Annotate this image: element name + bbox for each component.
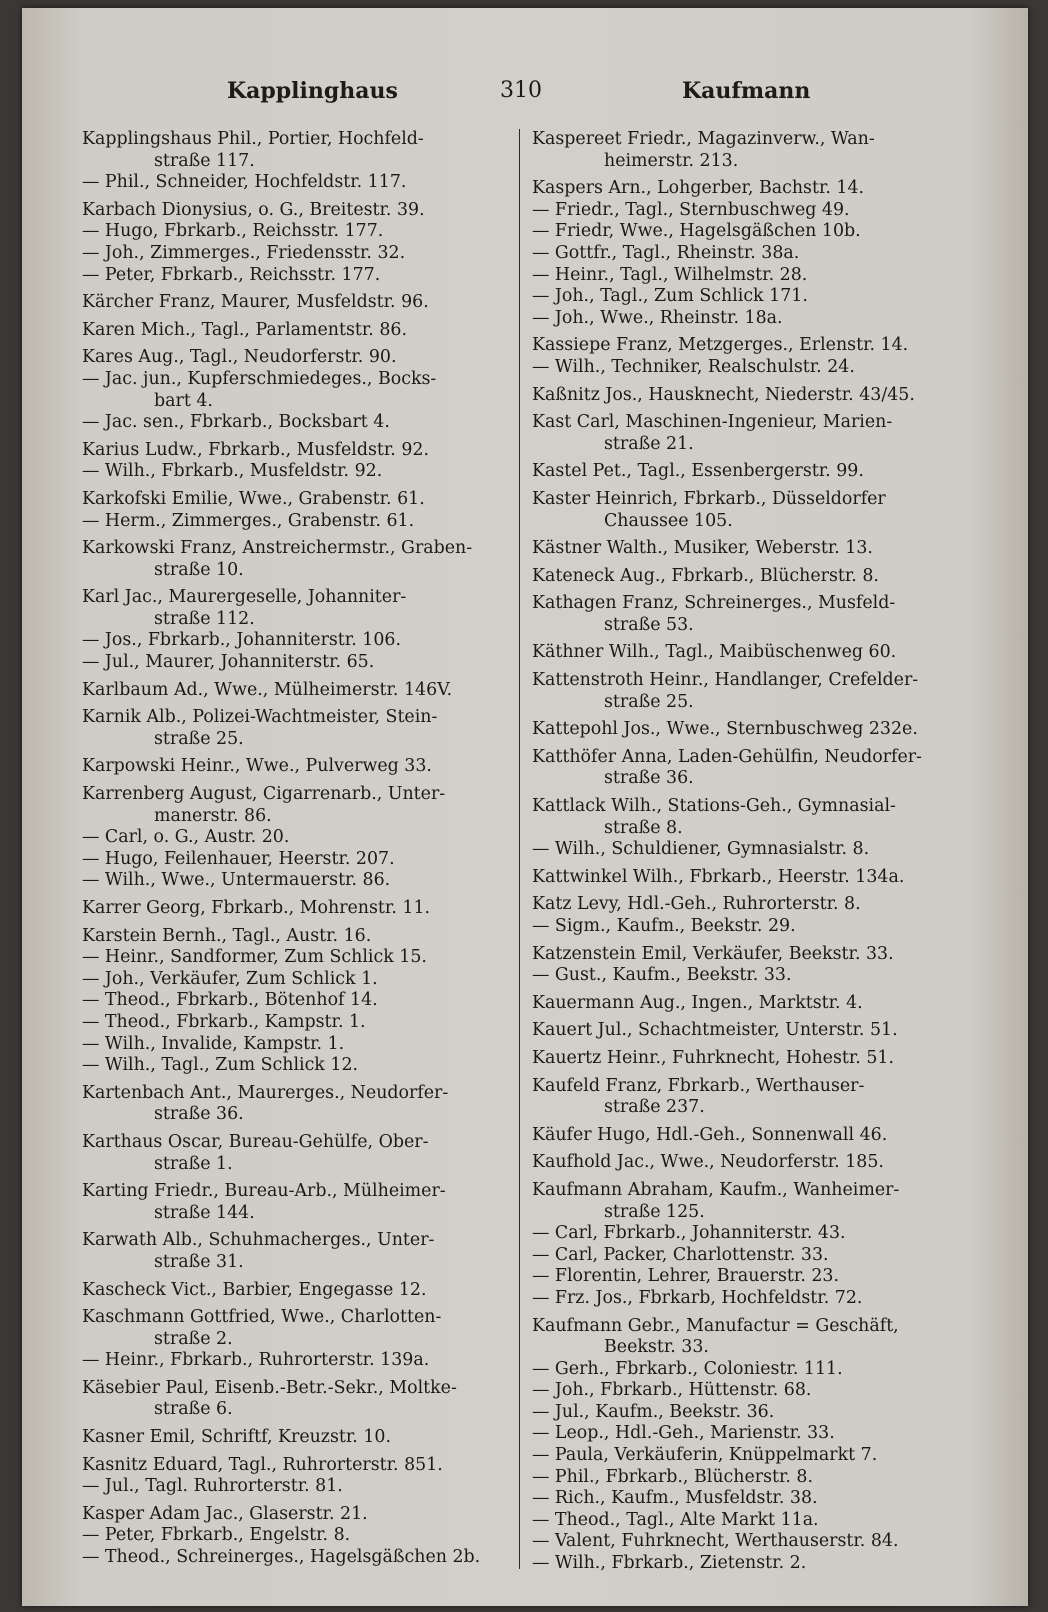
directory-entry: Kattepohl Jos., Wwe., Sternbuschweg 232e. — [532, 719, 918, 740]
directory-entry: — Carl, Packer, Charlottenstr. 33. — [532, 1244, 829, 1265]
directory-entry: — Wilh., Schuldiener, Gymnasialstr. 8. — [532, 839, 870, 860]
directory-entry: Karl Jac., Maurergeselle, Johanniter- straße 112. — [82, 587, 407, 629]
directory-entry: Karlbaum Ad., Wwe., Mülheimerstr. 146V. — [82, 679, 453, 700]
directory-entry: — Carl, o. G., Austr. 20. — [82, 827, 290, 848]
directory-entry: — Wilh., Fbrkarb., Musfeldstr. 92. — [82, 461, 383, 482]
directory-entry: — Frz. Jos., Fbrkarb, Hochfeldstr. 72. — [532, 1287, 863, 1308]
directory-entry: Käsebier Paul, Eisenb.-Betr.-Sekr., Moltke- straße 6. — [82, 1377, 457, 1420]
directory-entry: — Friedr., Tagl., Sternbuschweg 49. — [532, 199, 850, 220]
directory-entry: Karbach Dionysius, o. G., Breitestr. 39. — [82, 199, 425, 220]
directory-entry: — Wilh., Wwe., Untermauerstr. 86. — [82, 870, 391, 891]
header-right-keyword: Kaufmann — [682, 78, 811, 104]
directory-entry: — Sigm., Kaufm., Beekstr. 29. — [532, 916, 796, 936]
directory-entry: Kattwinkel Wilh., Fbrkarb., Heerstr. 134a. — [532, 866, 905, 887]
directory-page — [22, 8, 1028, 1606]
directory-entry: — Theod., Schreinerges., Hagelsgäßchen 2b. — [82, 1547, 481, 1568]
directory-entry: Kasnitz Eduard, Tagl., Ruhrorterstr. 851. — [82, 1454, 443, 1475]
directory-entry: Kaschmann Gottfried, Wwe., Charlotten- straße 2. — [82, 1307, 442, 1349]
directory-entry: Kastel Pet., Tagl., Essenbergerstr. 99. — [532, 461, 864, 482]
page-number: 310 — [500, 78, 542, 103]
directory-entry: Karstein Bernh., Tagl., Austr. 16. — [82, 925, 372, 946]
directory-entry: Kassiepe Franz, Metzgerges., Erlenstr. 14. — [532, 335, 909, 356]
directory-entry: — Phil., Fbrkarb., Blücherstr. 8. — [532, 1466, 814, 1487]
directory-entry: — Jul., Kaufm., Beekstr. 36. — [532, 1401, 775, 1422]
directory-entry: — Joh., Zimmerges., Friedensstr. 32. — [82, 242, 406, 263]
directory-entry: Karnik Alb., Polizei-Wachtmeister, Stein- straße 25. — [82, 707, 438, 749]
directory-entry: Kauert Jul., Schachtmeister, Unterstr. 51. — [532, 1020, 898, 1041]
directory-entry: — Leop., Hdl.-Geh., Marienstr. 33. — [532, 1423, 835, 1444]
left-column — [82, 129, 522, 1569]
directory-entry: — Heinr., Sandformer, Zum Schlick 15. — [82, 947, 427, 968]
directory-entry: — Theod., Fbrkarb., Kampstr. 1. — [82, 1011, 366, 1032]
directory-entry: — Gerh., Fbrkarb., Coloniestr. 111. — [532, 1358, 843, 1379]
directory-entry: — Phil., Schneider, Hochfeldstr. 117. — [82, 172, 407, 193]
directory-entry: Käufer Hugo, Hdl.-Geh., Sonnenwall 46. — [532, 1124, 888, 1145]
directory-entry: Kaspereet Friedr., Magazinverw., Wan- heimerstr. 213. — [532, 129, 875, 171]
directory-entry: Kateneck Aug., Fbrkarb., Blücherstr. 8. — [532, 565, 879, 586]
directory-entry: Karkowski Franz, Anstreichermstr., Graben- straße 10. — [82, 538, 473, 580]
directory-entry: — Gottfr., Tagl., Rheinstr. 38a. — [532, 242, 800, 263]
directory-entry: — Joh., Fbrkarb., Hüttenstr. 68. — [532, 1380, 812, 1401]
directory-entry: Kaufmann Gebr., Manufactur = Geschäft, Beekstr. 33. — [532, 1315, 899, 1358]
directory-entry: — Carl, Fbrkarb., Johanniterstr. 43. — [532, 1223, 846, 1244]
page-header — [22, 78, 1028, 112]
directory-entry: Karrer Georg, Fbrkarb., Mohrenstr. 11. — [82, 898, 431, 918]
directory-entry: — Peter, Fbrkarb., Engelstr. 8. — [82, 1525, 351, 1546]
directory-entry: — Heinr., Tagl., Wilhelmstr. 28. — [532, 264, 808, 285]
directory-entry: Katz Levy, Hdl.-Geh., Ruhrorterstr. 8. — [532, 894, 861, 915]
directory-entry: Käthner Wilh., Tagl., Maibüschenweg 60. — [532, 642, 897, 663]
directory-entry: — Florentin, Lehrer, Brauerstr. 23. — [532, 1266, 840, 1287]
directory-entry: Katthöfer Anna, Laden-Gehülfin, Neudorfer- straße 36. — [532, 746, 922, 789]
directory-entry: Kascheck Vict., Barbier, Engegasse 12. — [82, 1279, 427, 1300]
directory-entry: Kaufmann Abraham, Kaufm., Wanheimer- straße 125. — [532, 1179, 900, 1222]
directory-entry: — Theod., Fbrkarb., Bötenhof 14. — [82, 990, 378, 1011]
directory-entry: Kaspers Arn., Lohgerber, Bachstr. 14. — [532, 178, 865, 199]
directory-entry: — Friedr, Wwe., Hagelsgäßchen 10b. — [532, 221, 861, 242]
directory-entry: Karkofski Emilie, Wwe., Grabenstr. 61. — [82, 488, 425, 509]
directory-entry: Karrenberg August, Cigarrenarb., Unter- manerstr. 86. — [82, 784, 446, 826]
directory-entry: — Theod., Tagl., Alte Markt 11a. — [532, 1509, 819, 1530]
directory-entry: — Jos., Fbrkarb., Johanniterstr. 106. — [82, 630, 401, 651]
directory-entry: — Jac. sen., Fbrkarb., Bocksbart 4. — [82, 412, 390, 433]
directory-entry: — Wilh., Fbrkarb., Zietenstr. 2. — [532, 1553, 807, 1574]
directory-entry: — Peter, Fbrkarb., Reichsstr. 177. — [82, 264, 381, 285]
directory-entry: — Joh., Verkäufer, Zum Schlick 1. — [82, 968, 378, 989]
header-left-keyword: Kapplinghaus — [227, 78, 398, 104]
directory-entry: Kattenstroth Heinr., Handlanger, Crefelder- straße 25. — [532, 670, 919, 712]
directory-entry: Karwath Alb., Schuhmacherges., Unter- straße 31. — [82, 1230, 435, 1272]
directory-entry: Kast Carl, Maschinen-Ingenieur, Marien- straße 21. — [532, 412, 893, 454]
directory-entry: — Rich., Kaufm., Musfeldstr. 38. — [532, 1488, 818, 1509]
directory-entry: Karting Friedr., Bureau-Arb., Mülheimer- straße 144. — [82, 1181, 446, 1223]
directory-entry: Kästner Walth., Musiker, Weberstr. 13. — [532, 538, 873, 559]
directory-entry: — Hugo, Feilenhauer, Heerstr. 207. — [82, 848, 395, 869]
directory-entry: — Heinr., Fbrkarb., Ruhrorterstr. 139a. — [82, 1350, 430, 1371]
directory-entry: Katzenstein Emil, Verkäufer, Beekstr. 33. — [532, 943, 894, 964]
directory-entry: Karthaus Oscar, Bureau-Gehülfe, Ober- straße 1. — [82, 1131, 429, 1174]
directory-entry: Kapplingshaus Phil., Portier, Hochfeld- straße 117. — [82, 129, 424, 171]
directory-entry: — Jul., Tagl. Ruhrorterstr. 81. — [82, 1476, 343, 1497]
directory-entry: — Herm., Zimmerges., Grabenstr. 61. — [82, 510, 415, 531]
directory-entry: Kattlack Wilh., Stations-Geh., Gymnasial- straße 8. — [532, 796, 896, 838]
directory-entry: Kaster Heinrich, Fbrkarb., Düsseldorfer Chaussee 105. — [532, 488, 886, 531]
column-divider — [519, 129, 520, 1569]
directory-entry: Karius Ludw., Fbrkarb., Musfeldstr. 92. — [82, 439, 430, 460]
directory-entry: — Jul., Maurer, Johanniterstr. 65. — [82, 652, 375, 673]
directory-entry: Kauertz Heinr., Fuhrknecht, Hohestr. 51. — [532, 1047, 894, 1068]
directory-entry: Kaßnitz Jos., Hausknecht, Niederstr. 43/45. — [532, 384, 915, 405]
directory-entry: — Joh., Wwe., Rheinstr. 18a. — [532, 307, 783, 328]
directory-entry: Karen Mich., Tagl., Parlamentstr. 86. — [82, 319, 408, 340]
directory-entry: Kaufeld Franz, Fbrkarb., Werthauser- straße 237. — [532, 1075, 865, 1118]
directory-entry: — Wilh., Techniker, Realschulstr. 24. — [532, 356, 855, 377]
directory-entry: Kaufhold Jac., Wwe., Neudorferstr. 185. — [532, 1152, 884, 1173]
directory-entry: Karpowski Heinr., Wwe., Pulverweg 33. — [82, 756, 432, 777]
directory-entry: Kathagen Franz, Schreinerges., Musfeld- straße 53. — [532, 593, 896, 635]
directory-entry: Kasner Emil, Schriftf, Kreuzstr. 10. — [82, 1427, 391, 1448]
directory-entry: Kasper Adam Jac., Glaserstr. 21. — [82, 1503, 368, 1524]
directory-entry: — Wilh., Tagl., Zum Schlick 12. — [82, 1055, 359, 1076]
directory-entry: — Wilh., Invalide, Kampstr. 1. — [82, 1033, 345, 1054]
directory-entry: Kauermann Aug., Ingen., Marktstr. 4. — [532, 992, 863, 1013]
directory-entry: — Hugo, Fbrkarb., Reichsstr. 177. — [82, 221, 384, 242]
directory-entry: Kärcher Franz, Maurer, Musfeldstr. 96. — [82, 292, 429, 313]
directory-entry: Kares Aug., Tagl., Neudorferstr. 90. — [82, 347, 397, 368]
directory-entry: — Valent, Fuhrknecht, Werthauserstr. 84. — [532, 1531, 899, 1552]
right-column — [532, 129, 987, 1575]
directory-entry: Kartenbach Ant., Maurerges., Neudorfer- straße 36. — [82, 1082, 449, 1125]
directory-entry: — Paula, Verkäuferin, Knüppelmarkt 7. — [532, 1445, 878, 1466]
directory-entry: — Joh., Tagl., Zum Schlick 171. — [532, 286, 808, 307]
directory-entry: — Jac. jun., Kupferschmiedeges., Bocks- bart 4. — [82, 368, 437, 411]
directory-entry: — Gust., Kaufm., Beekstr. 33. — [532, 965, 792, 986]
